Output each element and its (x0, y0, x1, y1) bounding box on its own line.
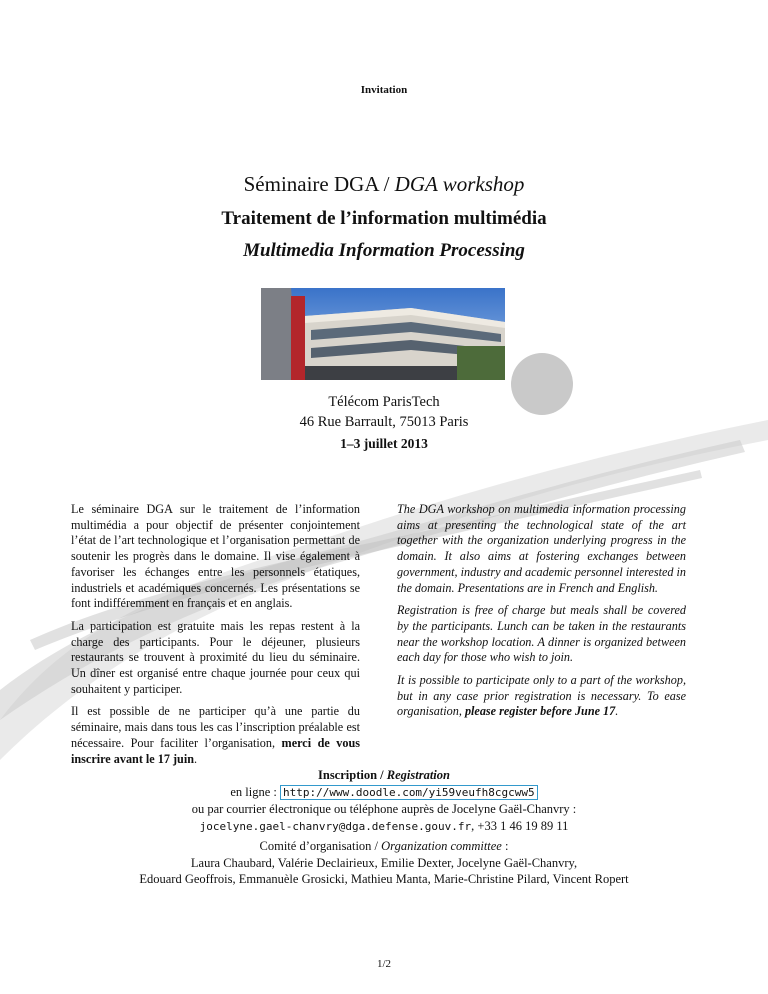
building-photo (261, 288, 505, 380)
title-fr: Séminaire DGA / (243, 172, 395, 196)
fr-paragraph-1: Le séminaire DGA sur le traitement de l’information multimédia a pour objectif de présenter conjointement l’état de l’art technologique et l’organisation permettant de soutenir les progrès dans le domaine. Il vise également à favoriser les échanges entre les personnels étatiques, industriels et académiques concernés. Les présentations se font indifféremment en français et en anglais. (71, 502, 360, 611)
en-p3-text: It is possible to participate only to a part of the workshop, but in any case prior registration is necessary. To ease organisation, (397, 673, 686, 719)
online-label: en ligne : (230, 784, 280, 799)
committee-line-2: Edouard Geoffrois, Emmanuèle Grosicki, Mathieu Manta, Marie-Christine Pilard, Vincent Ropert (139, 872, 629, 886)
title-en: DGA workshop (394, 172, 525, 196)
event-dates: 1–3 juillet 2013 (340, 436, 428, 451)
title-line-1 (0, 172, 768, 197)
trees (457, 346, 505, 380)
fr-paragraph-3 (71, 704, 360, 767)
en-p3-end: . (615, 704, 619, 719)
committee-line-1: Laura Chaubard, Valérie Declairieux, Emilie Dexter, Jocelyne Gaël-Chanvry, (190, 855, 578, 870)
registration-heading (0, 767, 768, 784)
fr-paragraph-2: La participation est gratuite mais les repas restent à la charge des participants. Pour le déjeuner, plusieurs restaurants se trouvent à proximité du lieu du séminaire. Un dîner est organisé entre chaque journée pour ceux qui souhaitent y participer. (71, 618, 360, 696)
registration-link[interactable]: http://www.doodle.com/yi59veufh8cgcww5 (280, 785, 538, 800)
committee-heading-fr: Comité d’organisation / (259, 839, 382, 853)
en-deadline: please register before June 17 (464, 704, 616, 719)
venue-address: 46 Rue Barrault, 75013 Paris (299, 414, 469, 430)
registration-block (0, 767, 768, 835)
english-column (397, 502, 686, 727)
venue-name: Télécom ParisTech (328, 394, 440, 410)
contact-phone: , +33 1 46 19 89 11 (471, 818, 569, 833)
document-label: Invitation (360, 84, 408, 96)
en-paragraph-3 (397, 673, 686, 720)
registration-heading-fr: Inscription / (318, 768, 387, 782)
fr-p3-text: Il est possible de ne participer qu’à une partie du séminaire, mais dans tous les cas l’inscription préalable est nécessaire. Pour faciliter l’organisation, (71, 704, 360, 750)
registration-contact-line: ou par courrier électronique ou téléphone auprès de Jocelyne Gaël-Chanvry : (191, 802, 577, 816)
committee-heading-en: Organization committee (381, 839, 502, 853)
red-banner (291, 296, 305, 380)
committee-heading (0, 838, 768, 855)
contact-email[interactable]: jocelyne.gael-chanvry@dga.defense.gouv.fr (199, 819, 472, 833)
committee-block (0, 838, 768, 888)
en-paragraph-2: Registration is free of charge but meals shall be covered by the participants. Lunch can be taken in the restaurants near the workshop location. A dinner is organized between each day for those who wish to join. (397, 603, 686, 665)
venue-block (0, 392, 768, 432)
french-column (71, 502, 360, 774)
registration-email-line (0, 818, 768, 836)
fr-deadline: merci de vous inscrire avant le 17 juin (71, 735, 360, 766)
title-line-3: Multimedia Information Processing (243, 240, 525, 261)
registration-online-line (0, 784, 768, 802)
fr-p3-end: . (194, 751, 198, 766)
committee-heading-end: : (501, 839, 509, 853)
en-paragraph-1: The DGA workshop on multimedia information processing aims at presenting the technological state of the art together with the organization underlying progress in the domain. It also aims at fostering exchanges between government, industry and academic personnel interested in the domain. Presentations are in French and English. (397, 502, 686, 595)
page-number: 1/2 (376, 958, 392, 970)
registration-heading-en: Registration (386, 768, 450, 782)
title-line-2: Traitement de l’information multimédia (221, 208, 547, 229)
